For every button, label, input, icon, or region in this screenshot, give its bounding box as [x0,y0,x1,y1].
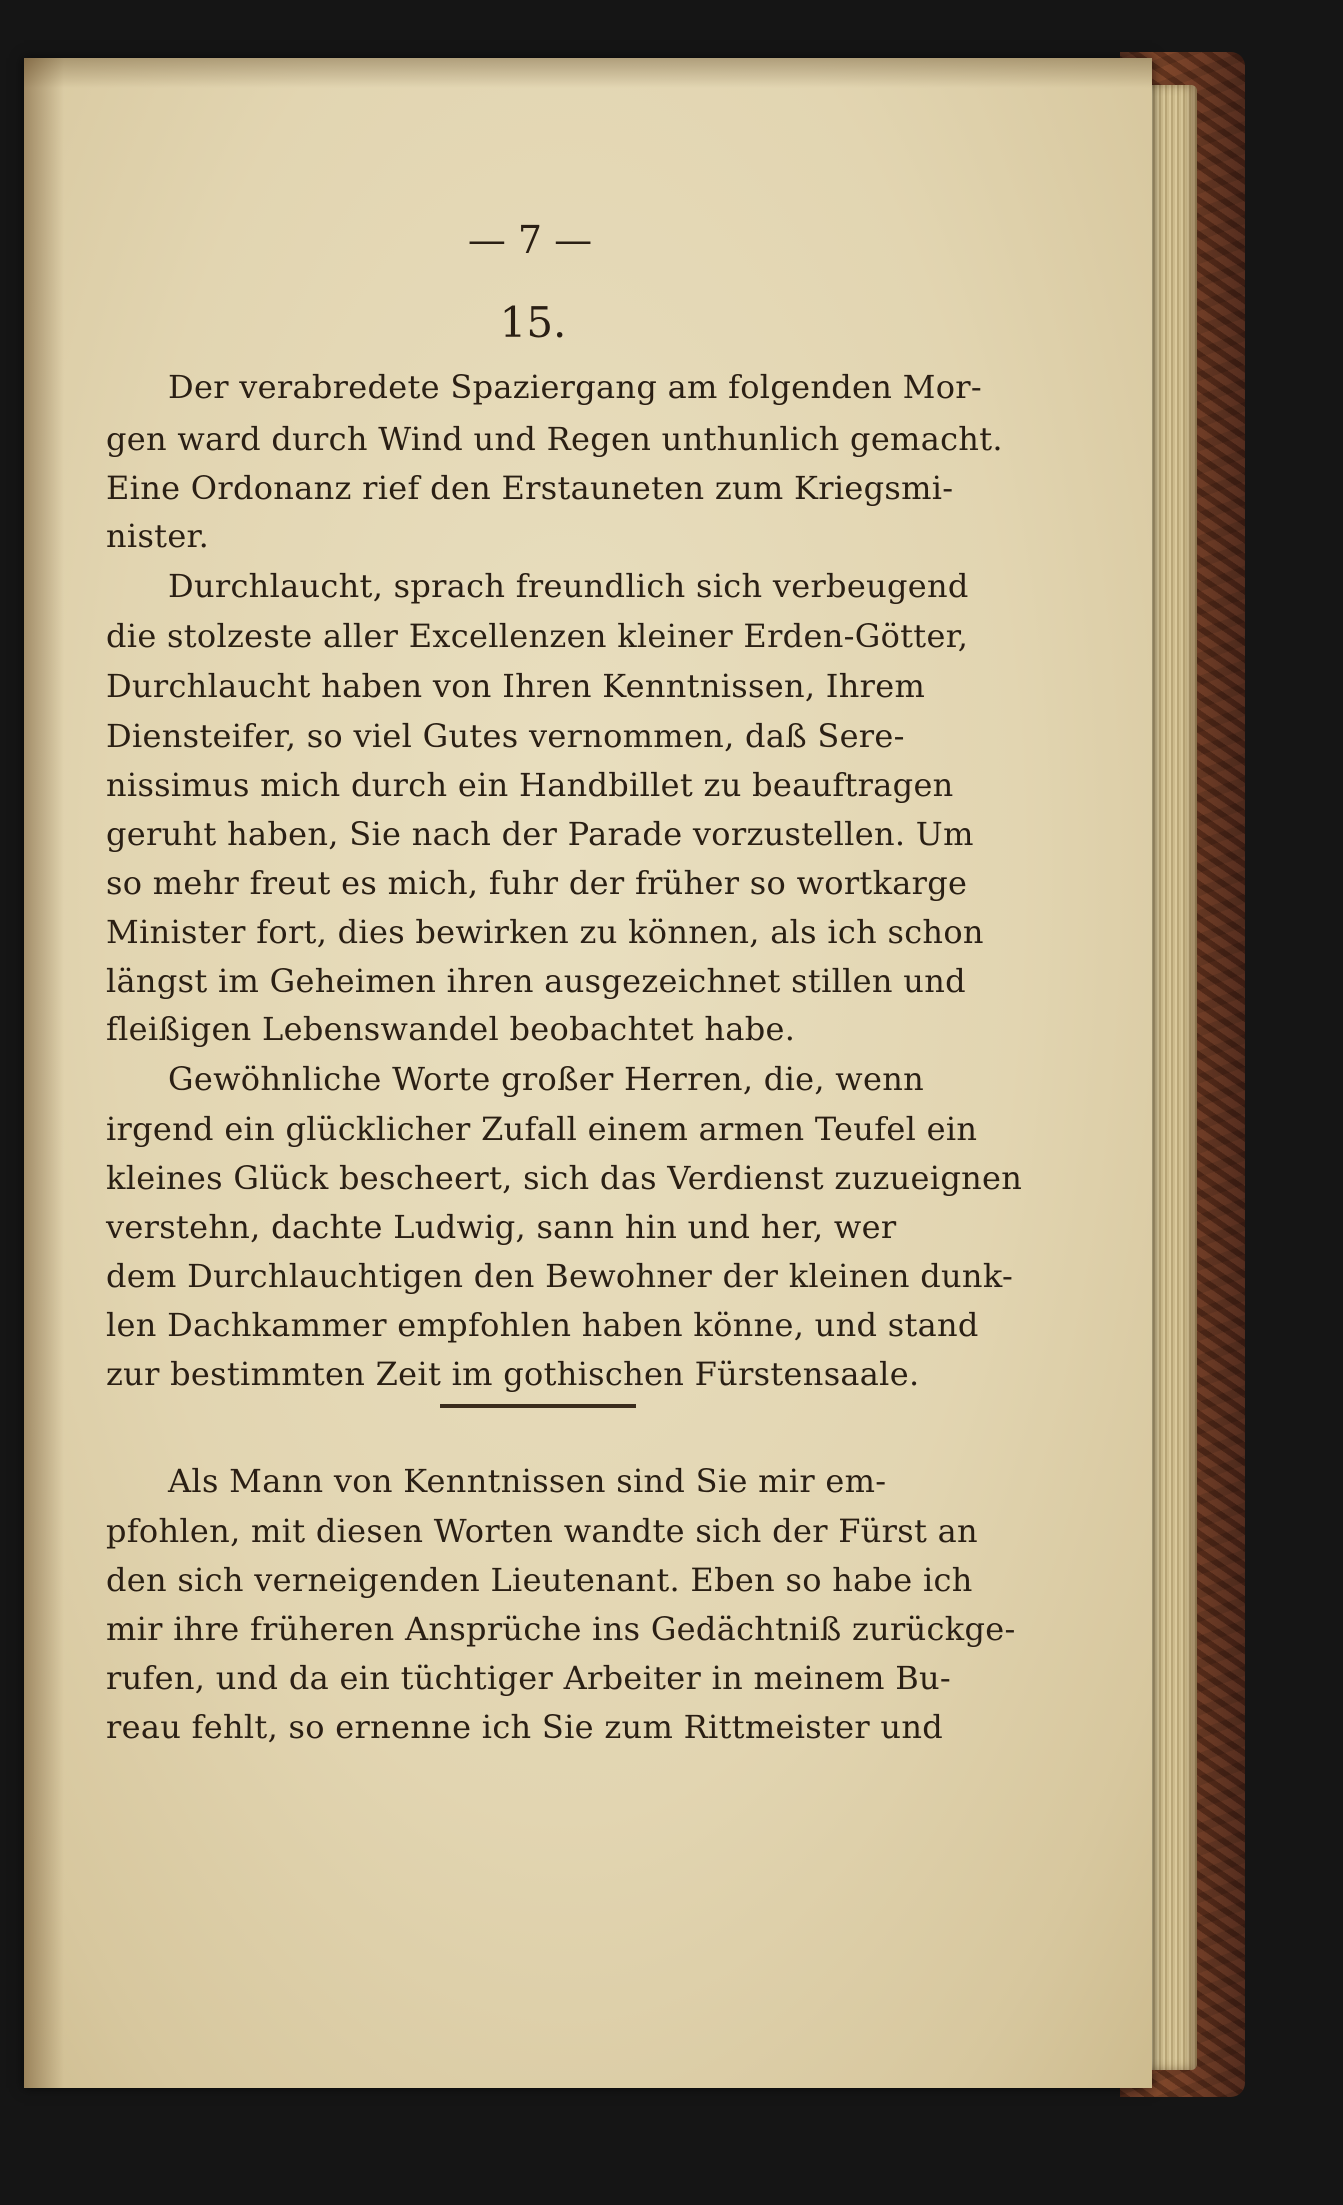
page-edges [1145,85,1197,2070]
text-line: len Dachkammer empfohlen haben könne, und stand [106,1306,979,1344]
text-line: den sich verneigenden Lieutenant. Eben so habe ich [106,1561,973,1599]
text-line: dem Durchlauchtigen den Bewohner der kleinen dunk- [106,1257,1014,1295]
page-top-shadow [24,58,1152,88]
text-line: nister. [106,517,210,555]
text-line: gen ward durch Wind und Regen unthunlich gemacht. [106,420,1003,458]
text-line: Der verabredete Spaziergang am folgenden Mor- [168,368,983,406]
text-line: rufen, und da ein tüchtiger Arbeiter in meinem Bu- [106,1659,952,1697]
text-line: nissimus mich durch ein Handbillet zu beauftragen [106,766,954,804]
text-line: längst im Geheimen ihren ausgezeichnet stillen und [106,962,966,1000]
text-line: Als Mann von Kenntnissen sind Sie mir em- [168,1462,887,1500]
section-number: 15. [499,298,567,347]
text-line: Durchlaucht, sprach freundlich sich verbeugend [168,567,969,605]
text-line: kleines Glück bescheert, sich das Verdienst zuzueignen [106,1159,1023,1197]
text-line: so mehr freut es mich, fuhr der früher so wortkarge [106,864,968,902]
text-line: Durchlaucht haben von Ihren Kenntnissen, Ihrem [106,667,926,705]
text-line: Diensteifer, so viel Gutes vernommen, daß Sere- [106,717,905,755]
text-line: reau fehlt, so ernenne ich Sie zum Rittmeister und [106,1708,944,1746]
text-line: Gewöhnliche Worte großer Herren, die, wenn [168,1060,925,1098]
page-number: — 7 — [467,218,593,262]
separator-rule [440,1404,636,1408]
text-line: die stolzeste aller Excellenzen kleiner Erden-Götter, [106,617,969,655]
gutter-shadow [24,58,64,2088]
text-line: mir ihre früheren Ansprüche ins Gedächtniß zurückge- [106,1610,1016,1648]
text-line: fleißigen Lebenswandel beobachtet habe. [106,1010,796,1048]
text-line: Eine Ordonanz rief den Erstauneten zum Kriegsmi- [106,469,954,507]
text-line: geruht haben, Sie nach der Parade vorzustellen. Um [106,815,974,853]
text-line: pfohlen, mit diesen Worten wandte sich der Fürst an [106,1512,978,1550]
text-line: Minister fort, dies bewirken zu können, als ich schon [106,913,984,951]
text-line: irgend ein glücklicher Zufall einem armen Teufel ein [106,1110,978,1148]
text-line: zur bestimmten Zeit im gothischen Fürstensaale. [106,1355,920,1393]
text-line: verstehn, dachte Ludwig, sann hin und her, wer [106,1208,897,1246]
